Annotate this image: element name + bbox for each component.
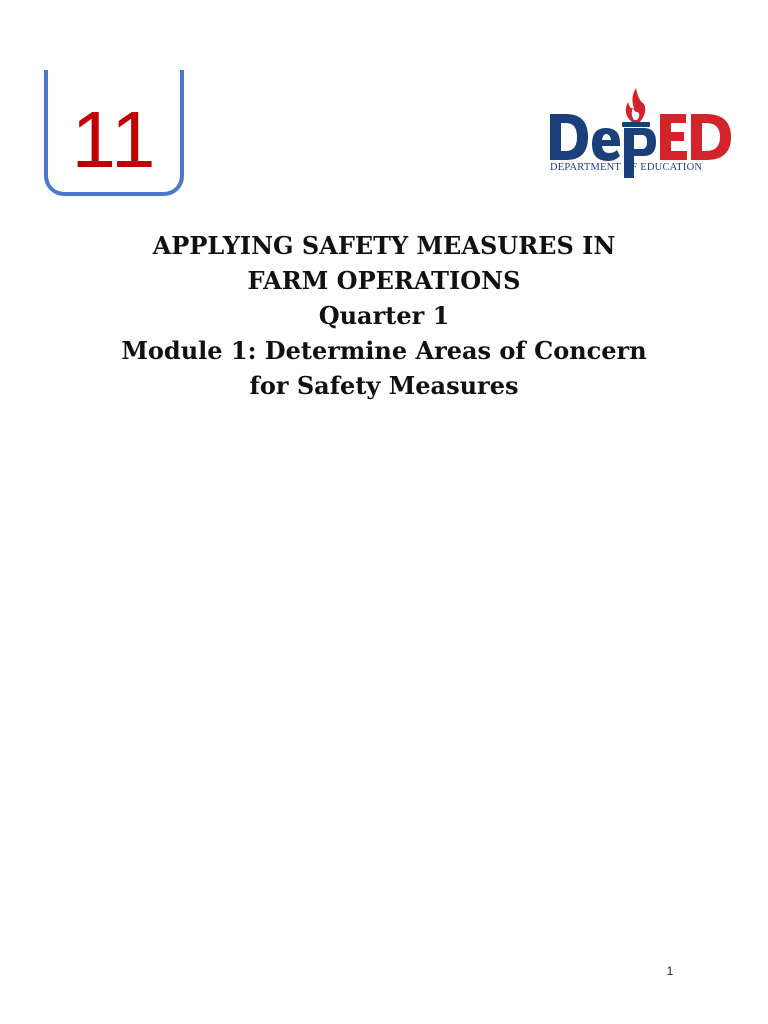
module-title-block [60,228,708,403]
page-number: 1 [666,964,674,978]
quarter-label: Quarter 1 [318,301,450,330]
title-line-2: FARM OPERATIONS [247,266,521,295]
deped-logo [548,86,734,180]
grade-level-box [44,70,184,196]
grade-number: 11 [71,95,157,184]
module-title-line-1: Module 1: Determine Areas of Concern [121,336,647,365]
module-title-line-2: for Safety Measures [249,371,519,400]
title-line-1: APPLYING SAFETY MEASURES IN [152,231,616,260]
deped-logo-subtitle: DEPARTMENT OF EDUCATION [550,162,703,173]
